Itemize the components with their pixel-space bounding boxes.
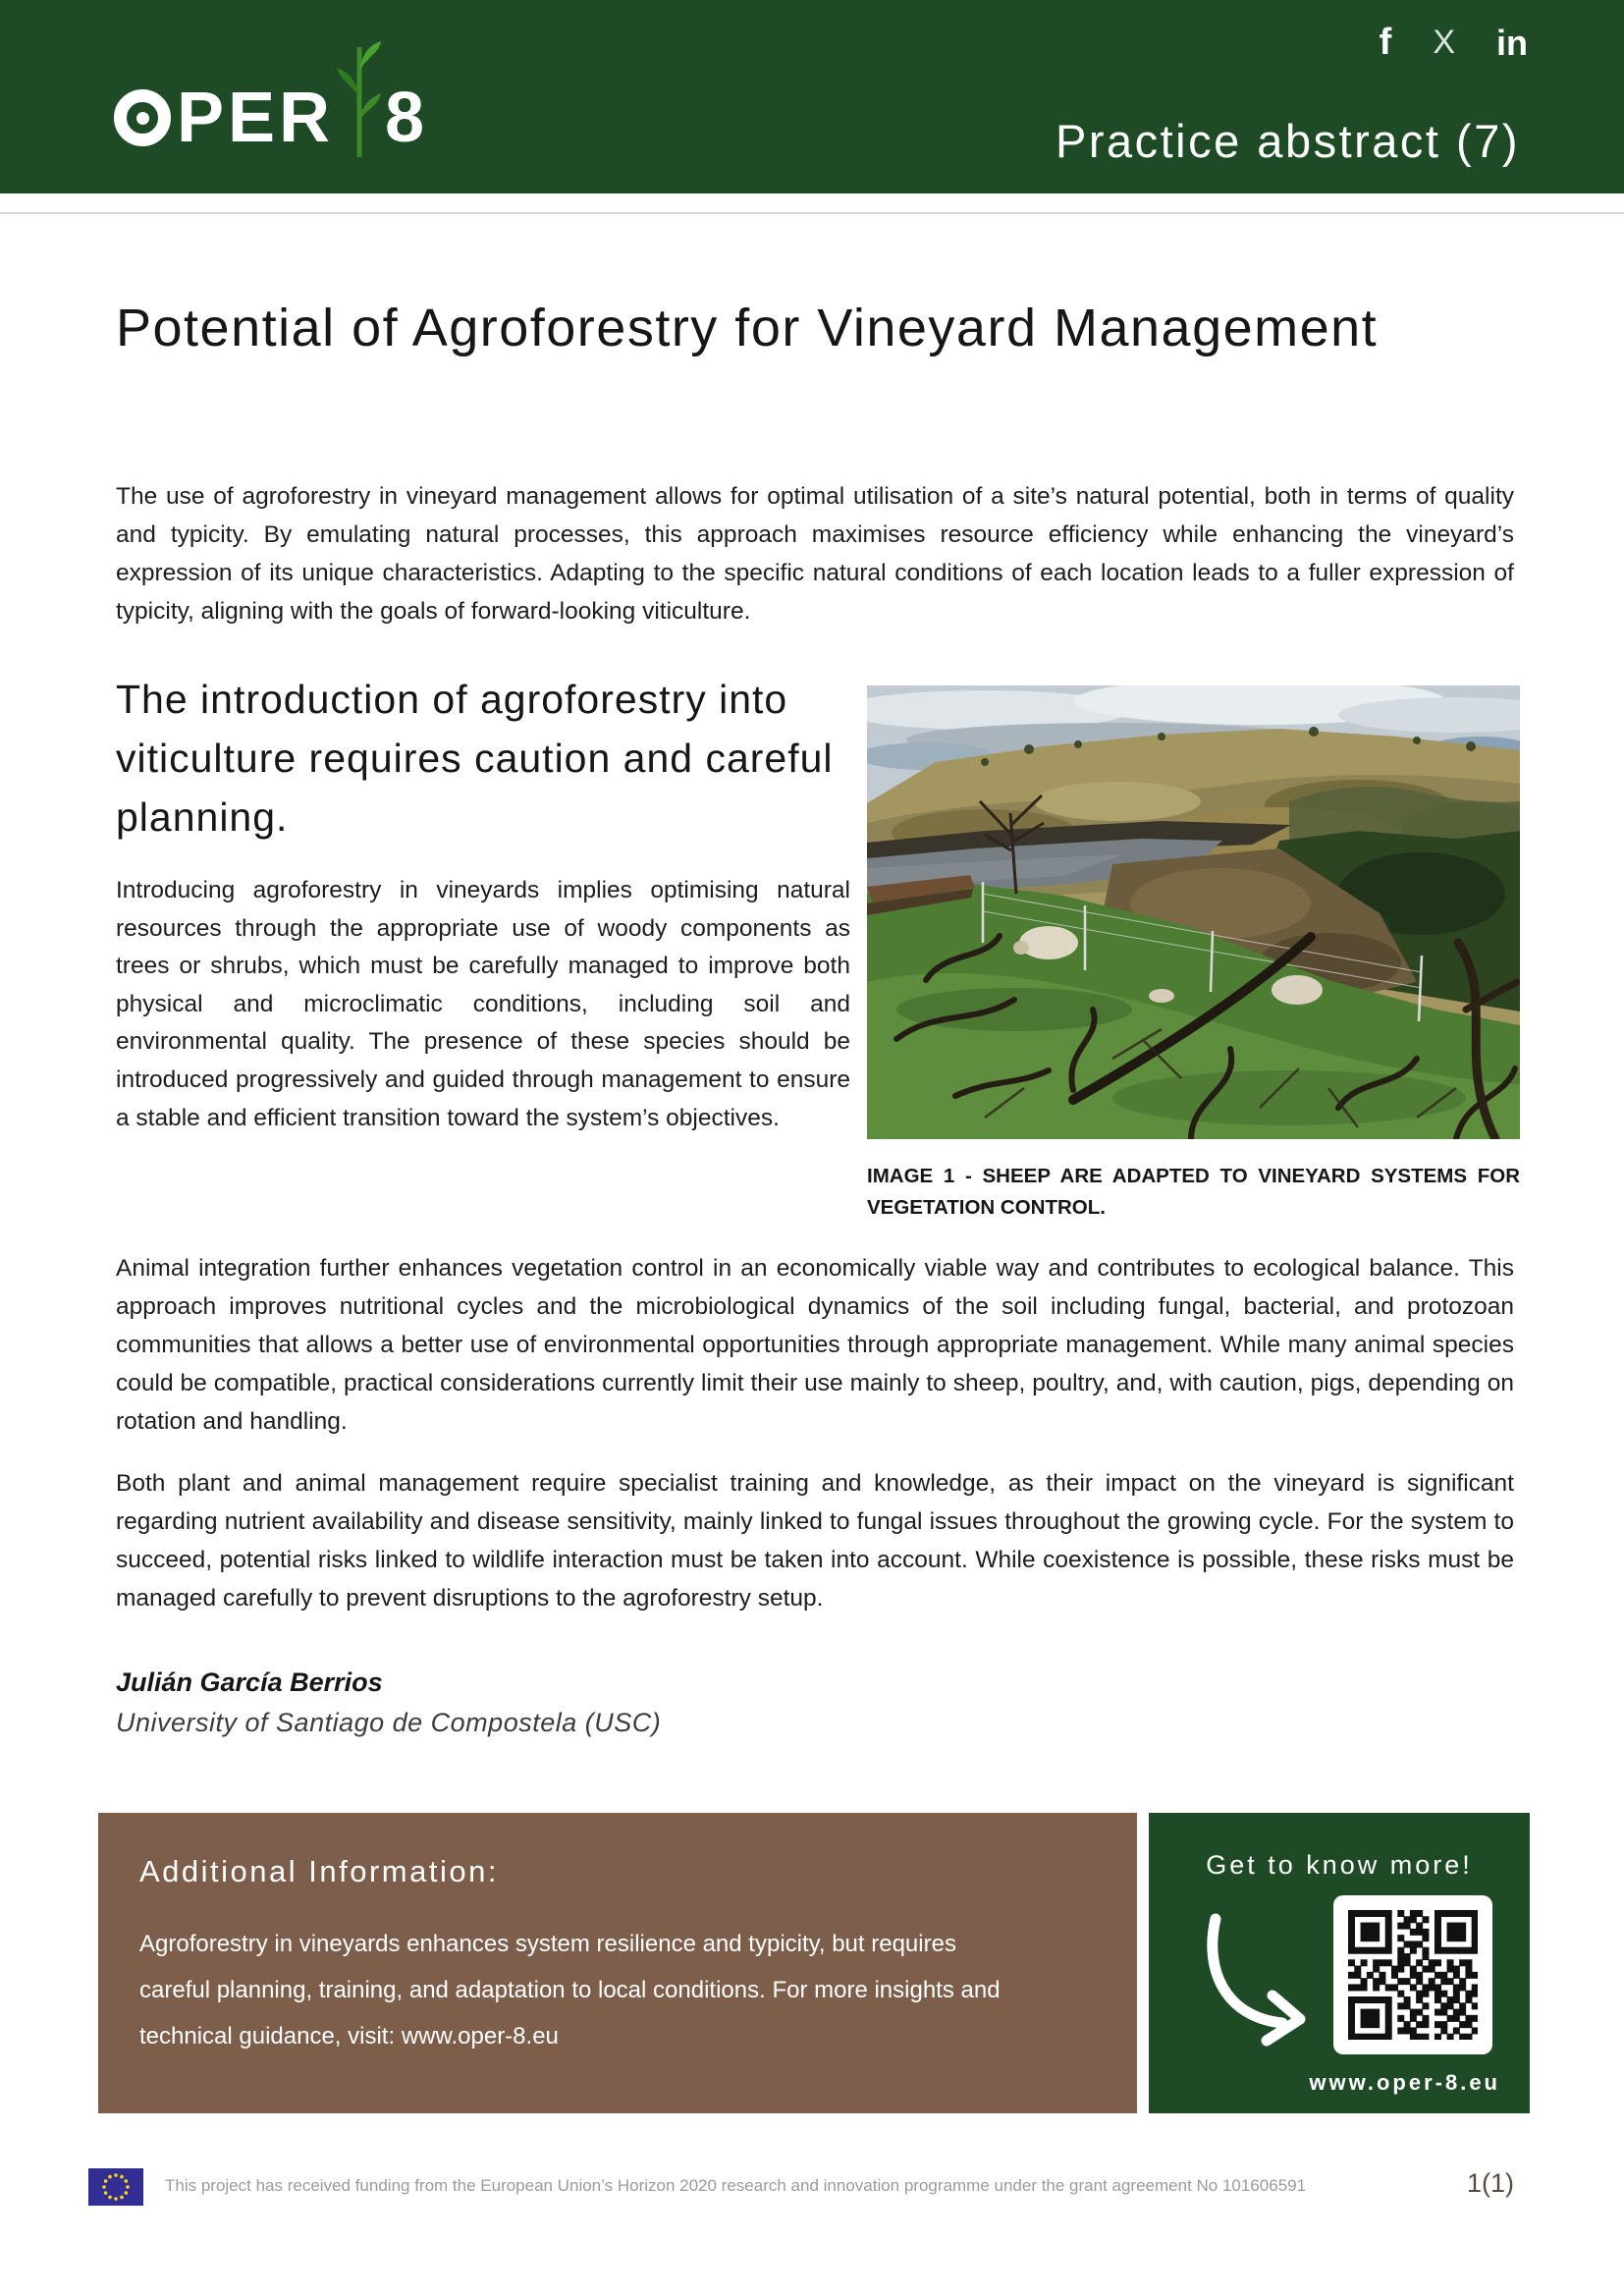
paragraph-training: Both plant and animal management require specialist training and knowledge, as their impact on the vineyard is significant regarding nutrient availability and disease sensitivity, mainly linked to fungal issues throughout the growing cycle. For the system to succeed, potential risks linked to wildlife interaction must be taken into account. While coexistence is possible, these risks must be managed carefully to prevent disruptions to the agroforestry setup. (116, 1470, 1514, 1612)
page-number: 1(1) (1466, 2168, 1514, 2198)
social-icons (1380, 22, 1528, 64)
vineyard-photo (867, 685, 1520, 1139)
section-heading: The introduction of agroforestry into viticulture requires caution and careful planning. (116, 677, 834, 840)
sprout-icon (336, 35, 383, 159)
additional-info-body: Agroforestry in vineyards enhances system resilience and typicity, but requires careful planning, training, and adaptation to local conditions. For more insights and technical guidance, visit: www.oper-8.eu (139, 1931, 1001, 2050)
know-more-url[interactable]: www.oper-8.eu (1309, 2070, 1500, 2095)
facebook-icon[interactable]: f (1379, 22, 1392, 63)
additional-info-box (98, 1813, 1137, 2113)
oper8-logo (114, 24, 424, 171)
author-block (116, 1667, 661, 1738)
page-title: Potential of Agroforestry for Vineyard Management (116, 299, 1379, 357)
funding-text: This project has received funding from the European Union’s Horizon 2020 research and innovation programme under the grant agreement No 101606591 (165, 2176, 1307, 2195)
curved-arrow-icon (1196, 1909, 1324, 2056)
know-more-box (1149, 1813, 1530, 2113)
x-icon[interactable]: X (1433, 24, 1455, 61)
image-caption: IMAGE 1 - SHEEP ARE ADAPTED TO VINEYARD SYSTEMS FOR VEGETATION CONTROL. (867, 1165, 1520, 1219)
eu-flag (88, 2168, 143, 2206)
figure (867, 685, 1520, 1224)
left-column (116, 670, 850, 1137)
header-title: Practice abstract (7) (1055, 115, 1520, 167)
logo-o-ring (114, 89, 171, 146)
logo-eight: 8 (385, 79, 425, 157)
linkedin-icon[interactable]: in (1496, 22, 1528, 63)
author-affiliation: University of Santiago de Compostela (USC) (116, 1708, 662, 1737)
know-more-heading: Get to know more! (1206, 1850, 1473, 1880)
additional-info-heading: Additional Information: (139, 1854, 499, 1888)
intro-paragraph: The use of agroforestry in vineyard management allows for optimal utilisation of a site’s natural potential, both in terms of quality and typicity. By emulating natural processes, this approach maximises resource efficiency while enhancing the vineyard’s expression of its unique characteristics. Adapting to the specific natural conditions of each location leads to a fuller expression of typicity, aligning with the goals of forward-looking viticulture. (116, 483, 1514, 625)
section-paragraph: Introducing agroforestry in vineyards implies optimising natural resources through the appropriate use of woody components as trees or shrubs, which must be carefully managed to improve both physical and microclimatic conditions, including soil and environmental quality. The presence of these species should be introduced progressively and guided through management to ensure a stable and efficient transition toward the system’s objectives. (116, 877, 850, 1131)
qr-code (1333, 1895, 1492, 2054)
header-divider (0, 212, 1624, 214)
header-banner (0, 0, 1624, 193)
body-paragraphs (116, 1249, 1514, 1617)
footer (0, 2164, 1624, 2214)
logo-letters: PER (177, 79, 335, 157)
paragraph-animal-integration: Animal integration further enhances vegetation control in an economically viable way and contributes to ecological balance. This approach improves nutritional cycles and the microbiological dynamics of the soil including fungal, bacterial, and protozoan communities that allows a better use of environmental opportunities through appropriate management. While many animal species could be compatible, practical considerations currently limit their use mainly to sheep, poultry, and, with caution, pigs, depending on rotation and handling. (116, 1255, 1514, 1435)
author-name: Julián García Berrios (116, 1667, 383, 1697)
